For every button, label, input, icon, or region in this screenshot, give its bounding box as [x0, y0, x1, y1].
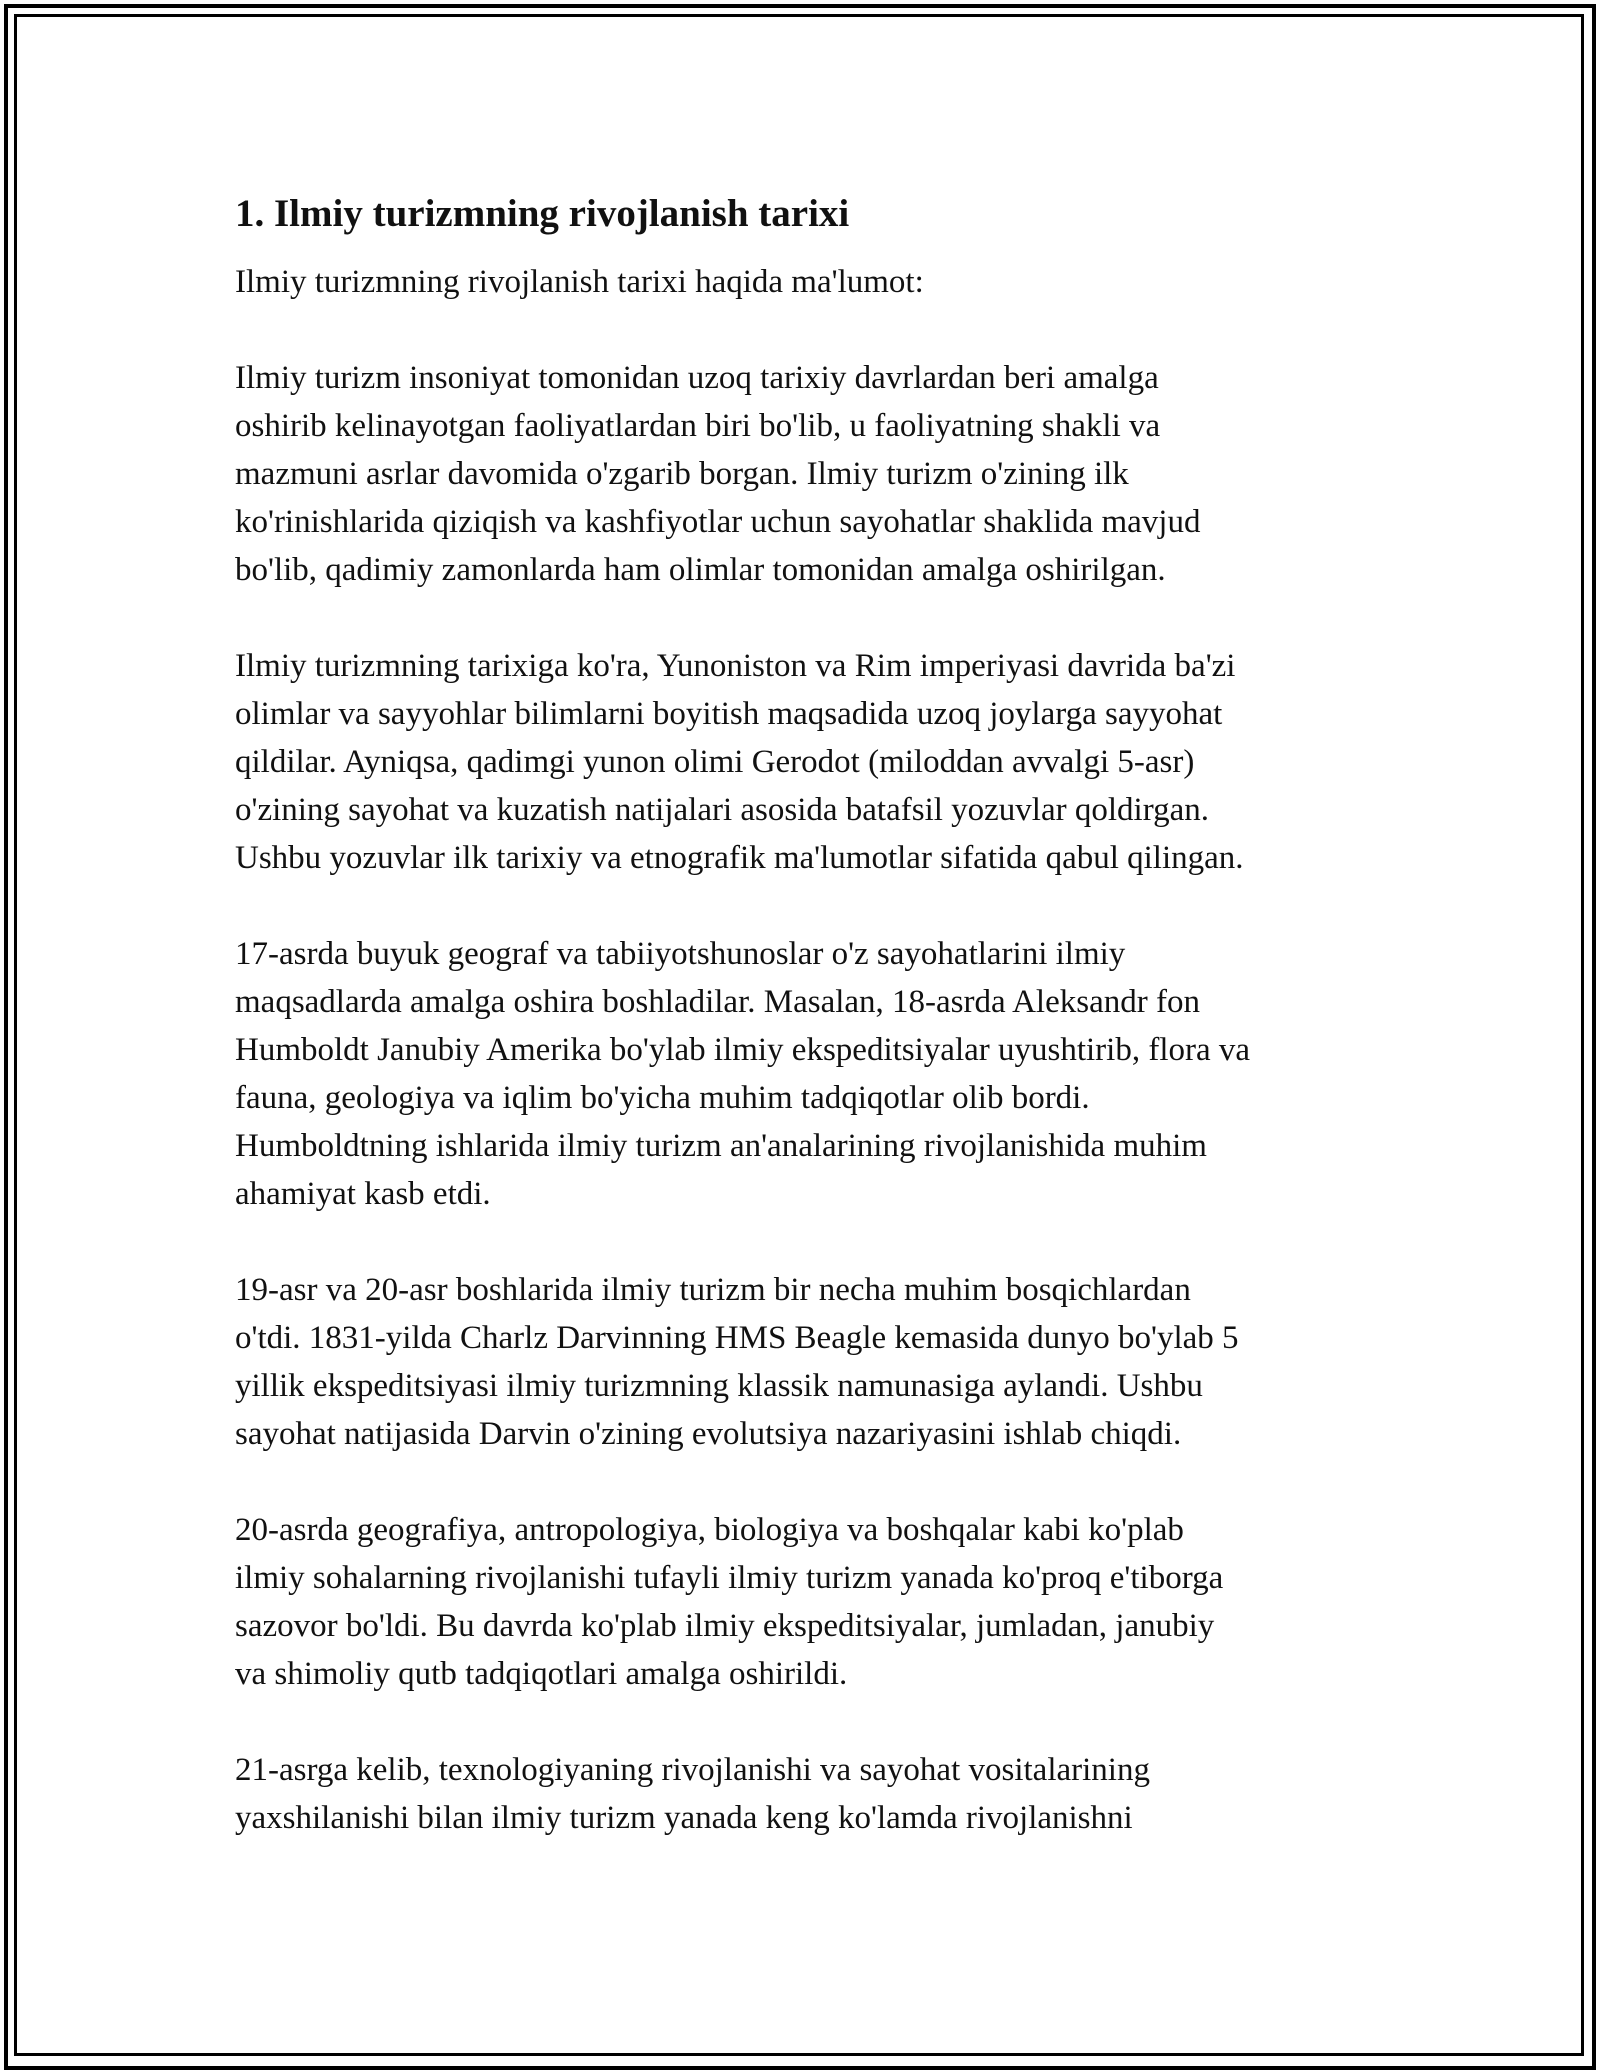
paragraph: [235, 354, 1385, 594]
paragraph-line: 21-asrga kelib, texnologiyaning rivojlanishi va sayohat vositalarining: [235, 1752, 1150, 1788]
paragraph-line: olimlar va sayyohlar bilimlarni boyitish maqsadida uzoq joylarga sayyohat: [235, 696, 1223, 732]
paragraph-line: 20-asrda geografiya, antropologiya, biologiya va boshqalar kabi ko'plab: [235, 1512, 1184, 1548]
paragraph-line: ahamiyat kasb etdi.: [235, 1176, 491, 1212]
paragraph-line: Ilmiy turizm insoniyat tomonidan uzoq tarixiy davrlardan beri amalga: [235, 360, 1159, 396]
paragraph-line: 19-asr va 20-asr boshlarida ilmiy turizm bir necha muhim bosqichlardan: [235, 1272, 1191, 1308]
paragraph-line: sazovor bo'ldi. Bu davrda ko'plab ilmiy ekspeditsiyalar, jumladan, janubiy: [235, 1608, 1215, 1644]
paragraph: [235, 1746, 1385, 1842]
paragraph-line: o'tdi. 1831-yilda Charlz Darvinning HMS Beagle kemasida dunyo bo'ylab 5: [235, 1320, 1239, 1356]
paragraph-line: Humboldt Janubiy Amerika bo'ylab ilmiy ekspeditsiyalar uyushtirib, flora va: [235, 1032, 1251, 1068]
paragraph-line: oshirib kelinayotgan faoliyatlardan biri bo'lib, u faoliyatning shakli va: [235, 408, 1161, 444]
paragraph-line: Ushbu yozuvlar ilk tarixiy va etnografik ma'lumotlar sifatida qabul qilingan.: [235, 840, 1244, 876]
paragraph-line: Humboldtning ishlarida ilmiy turizm an'analarining rivojlanishida muhim: [235, 1128, 1207, 1164]
intro-line: Ilmiy turizmning rivojlanish tarixi haqida ma'lumot:: [235, 264, 924, 300]
paragraph: [235, 642, 1385, 882]
paragraph: [235, 1266, 1385, 1458]
paragraph-line: sayohat natijasida Darvin o'zining evolutsiya nazariyasini ishlab chiqdi.: [235, 1416, 1182, 1452]
paragraph-line: fauna, geologiya va iqlim bo'yicha muhim tadqiqotlar olib bordi.: [235, 1080, 1090, 1116]
paragraph-line: bo'lib, qadimiy zamonlarda ham olimlar tomonidan amalga oshirilgan.: [235, 552, 1166, 588]
paragraph-line: maqsadlarda amalga oshira boshladilar. Masalan, 18-asrda Aleksandr fon: [235, 984, 1200, 1020]
paragraph-line: qildilar. Ayniqsa, qadimgi yunon olimi Gerodot (miloddan avvalgi 5-asr): [235, 744, 1195, 780]
paragraph-line: ko'rinishlarida qiziqish va kashfiyotlar uchun sayohatlar shaklida mavjud: [235, 504, 1201, 540]
paragraph-line: yillik ekspeditsiyasi ilmiy turizmning klassik namunasiga aylandi. Ushbu: [235, 1368, 1203, 1404]
paragraph-line: yaxshilanishi bilan ilmiy turizm yanada keng ko'lamda rivojlanishni: [235, 1800, 1133, 1836]
paragraph-line: Ilmiy turizmning tarixiga ko'ra, Yunoniston va Rim imperiyasi davrida ba'zi: [235, 648, 1236, 684]
paragraph-line: mazmuni asrlar davomida o'zgarib borgan. Ilmiy turizm o'zining ilk: [235, 456, 1129, 492]
paragraph-line: 17-asrda buyuk geograf va tabiiyotshunoslar o'z sayohatlarini ilmiy: [235, 936, 1126, 972]
document-body: [235, 190, 1385, 1890]
paragraph-line: o'zining sayohat va kuzatish natijalari asosida batafsil yozuvlar qoldirgan.: [235, 792, 1209, 828]
paragraph: [235, 1506, 1385, 1698]
paragraph-list: [235, 354, 1385, 1842]
paragraph-line: ilmiy sohalarning rivojlanishi tufayli ilmiy turizm yanada ko'proq e'tiborga: [235, 1560, 1224, 1596]
paragraph: [235, 930, 1385, 1218]
paragraph-line: va shimoliy qutb tadqiqotlari amalga oshirildi.: [235, 1656, 848, 1692]
section-heading: 1. Ilmiy turizmning rivojlanish tarixi: [235, 192, 850, 235]
